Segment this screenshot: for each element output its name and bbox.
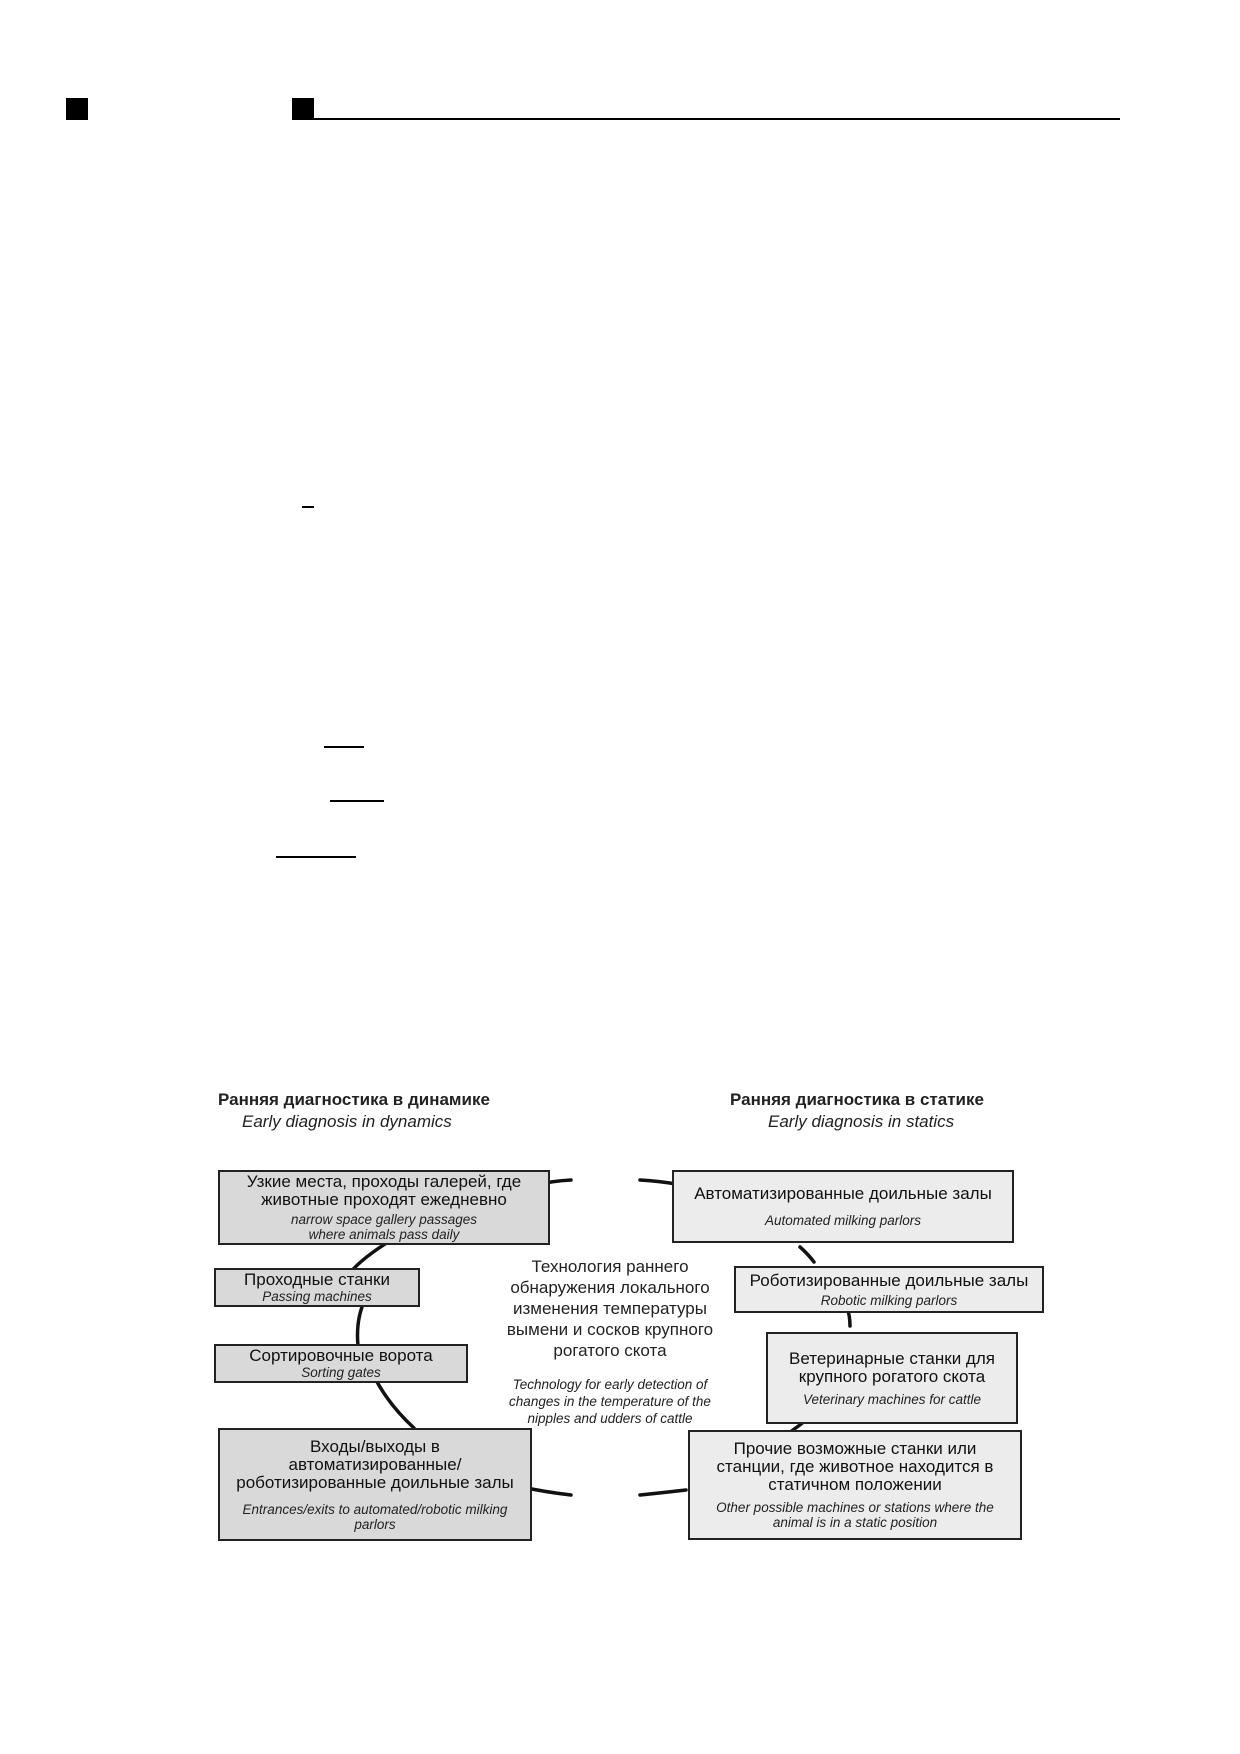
box-label-en: Other possible machines or stations where the animal is in a static position bbox=[716, 1500, 994, 1530]
box-label-ru: Прочие возможные станки или станции, где животное находится в статичном положении bbox=[716, 1439, 994, 1494]
right-heading-ru: Ранняя диагностика в статике bbox=[730, 1090, 984, 1109]
box-label-ru: Автоматизированные доильные залы bbox=[694, 1184, 992, 1203]
arc-bottom-right-stub bbox=[640, 1490, 686, 1495]
arc-left-lower bbox=[376, 1380, 414, 1428]
box-label-ru: Проходные станки bbox=[244, 1270, 390, 1289]
header-rule bbox=[314, 118, 1120, 120]
box-label-ru: Сортировочные ворота bbox=[249, 1346, 433, 1365]
box-label-en: Veterinary machines for cattle bbox=[802, 1391, 982, 1407]
short-rule bbox=[302, 506, 314, 508]
box-robotic-parlors bbox=[734, 1266, 1044, 1313]
box-label-en: Entrances/exits to automated/robotic milking parlors bbox=[242, 1501, 508, 1532]
box-label-ru: Роботизированные доильные залы bbox=[749, 1270, 1029, 1290]
box-narrow-passages bbox=[218, 1170, 550, 1245]
short-rule bbox=[330, 800, 384, 802]
box-automated-parlors bbox=[672, 1170, 1014, 1243]
left-column-heading bbox=[218, 1090, 490, 1132]
center-title-en: Technology for early detection of changes in the temperature of the nipples and udders of cattle bbox=[509, 1377, 711, 1426]
box-label-en: Sorting gates bbox=[301, 1365, 381, 1380]
left-heading-ru: Ранняя диагностика в динамике bbox=[218, 1090, 490, 1109]
arc-top-right-stub bbox=[640, 1180, 676, 1184]
right-heading-en: Early diagnosis in statics bbox=[768, 1112, 955, 1131]
box-passing-machines bbox=[214, 1268, 420, 1307]
box-veterinary-machines bbox=[766, 1332, 1018, 1424]
page-corner-mark-right bbox=[292, 98, 314, 120]
short-rule bbox=[324, 746, 364, 748]
box-label-ru: Ветеринарные станки для крупного рогатого скота bbox=[789, 1348, 995, 1386]
center-title-ru: Технология раннего обнаружения локального изменения температуры вымени и сосков крупного рогатого скота bbox=[506, 1257, 714, 1360]
box-other-static-stations bbox=[688, 1430, 1022, 1540]
temperature-detection-diagram bbox=[200, 1090, 1060, 1570]
box-label-ru: Входы/выходы в автоматизированные/ роботизированные доильные залы bbox=[236, 1436, 514, 1492]
box-sorting-gates bbox=[214, 1344, 468, 1383]
left-heading-en: Early diagnosis in dynamics bbox=[242, 1112, 452, 1131]
right-column-heading bbox=[730, 1090, 984, 1132]
arc-left-middle bbox=[358, 1307, 363, 1346]
box-label-en: Automated milking parlors bbox=[764, 1213, 922, 1228]
page-corner-mark-left bbox=[66, 98, 88, 120]
box-label-en: Robotic milking parlors bbox=[820, 1292, 958, 1308]
box-label-en: Passing machines bbox=[262, 1289, 372, 1304]
box-label-ru: Узкие места, проходы галерей, где животные проходят ежедневно bbox=[246, 1172, 522, 1209]
box-label-en: narrow space gallery passages where animals pass daily bbox=[290, 1212, 478, 1242]
box-milking-parlor-entrances bbox=[218, 1428, 532, 1541]
arc-right-upper bbox=[800, 1247, 814, 1262]
short-rule bbox=[276, 856, 356, 858]
